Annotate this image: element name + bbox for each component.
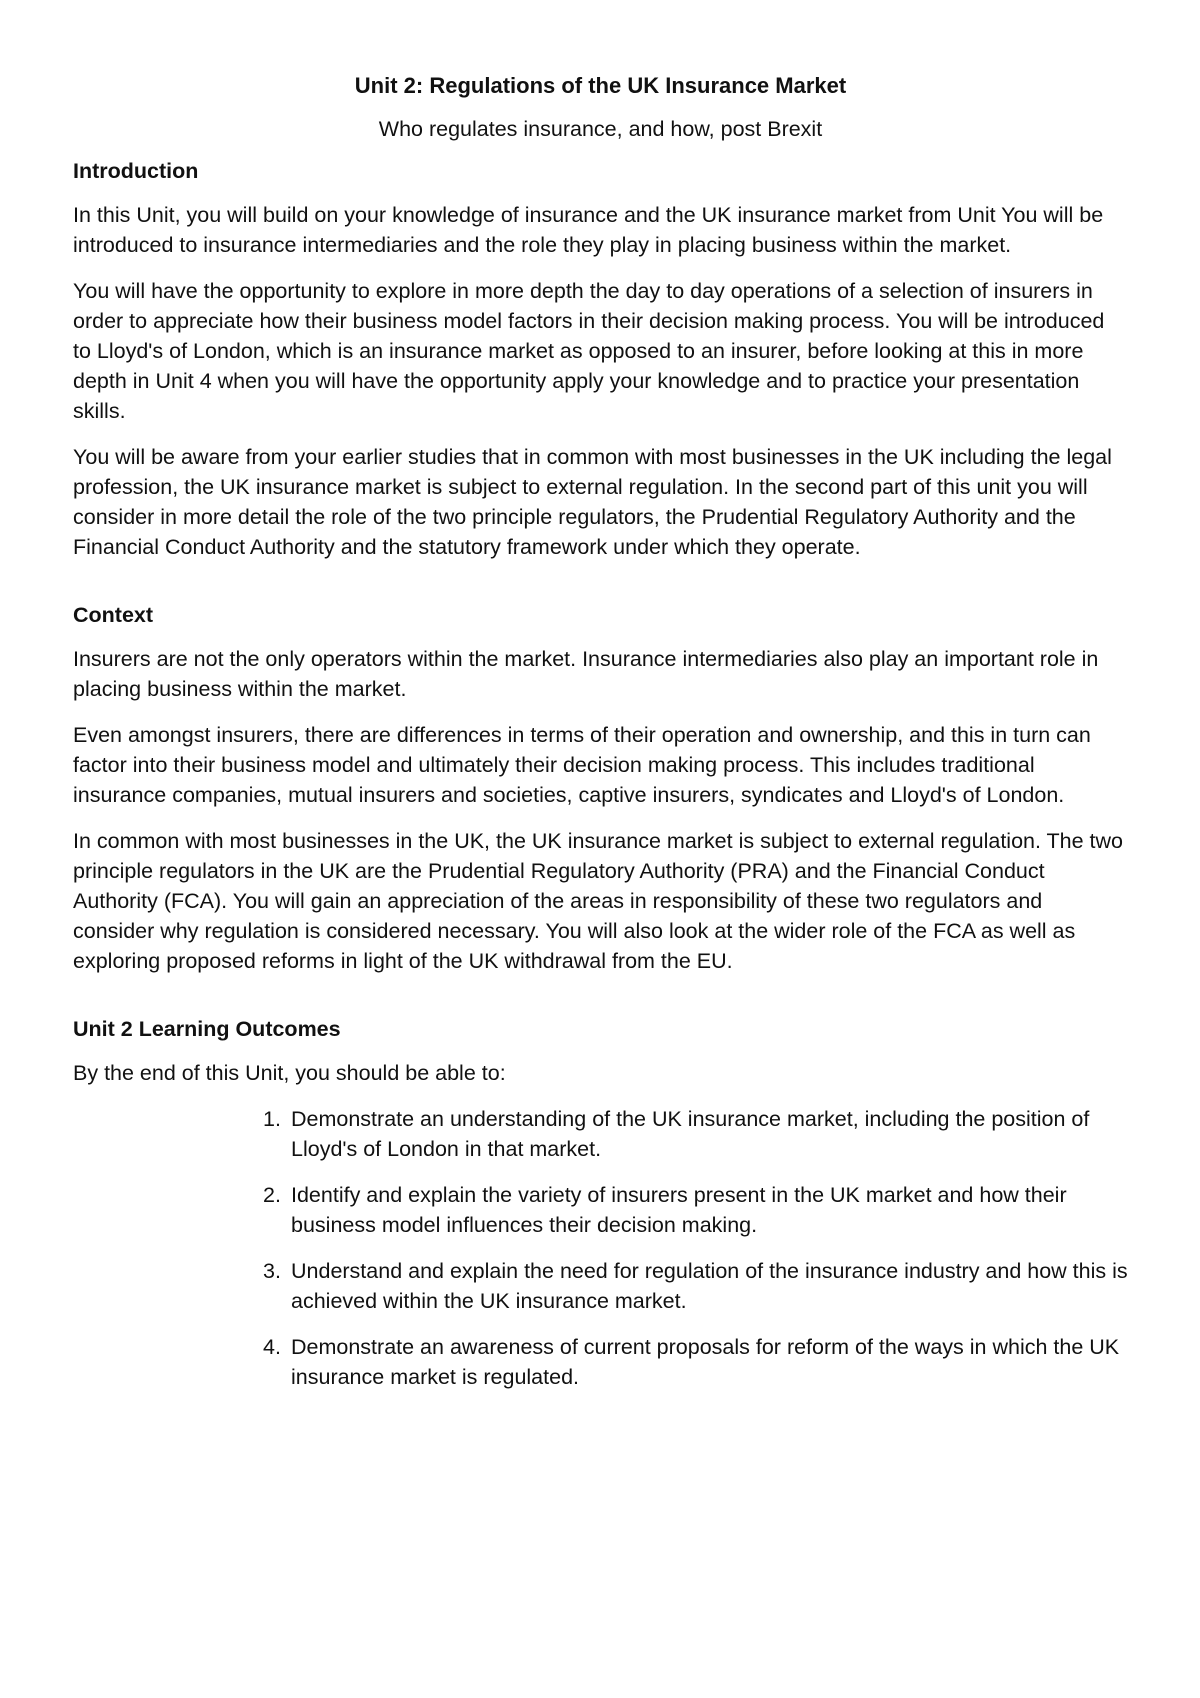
context-heading: Context <box>73 603 154 627</box>
list-item-text: Identify and explain the variety of insurers present in the UK market and how their business model influences their decision making. <box>291 1183 1067 1237</box>
learning-outcomes-heading: Unit 2 Learning Outcomes <box>73 1017 341 1041</box>
list-item <box>263 1256 1128 1316</box>
list-item-text: Demonstrate an awareness of current proposals for reform of the ways in which the UK insurance market is regulated. <box>291 1335 1120 1389</box>
context-section <box>73 600 1128 976</box>
introduction-paragraph: You will be aware from your earlier studies that in common with most businesses in the UK including the legal profession, the UK insurance market is subject to external regulation. In the second part of this unit you will consider in more detail the role of the two principle regulators, the Prudential Regulatory Authority and the Financial Conduct Authority and the statutory framework under which they operate. <box>73 445 1112 559</box>
introduction-section <box>73 156 1128 562</box>
context-paragraph: Even amongst insurers, there are differences in terms of their operation and ownership, and this in turn can factor into their business model and ultimately their decision making process. This includes traditional insurance companies, mutual insurers and societies, captive insurers, syndicates and Lloyd's of London. <box>73 723 1091 807</box>
list-item-number: 1. <box>263 1107 281 1131</box>
learning-outcomes-intro: By the end of this Unit, you should be able to: <box>73 1061 506 1085</box>
list-item-number: 3. <box>263 1259 281 1283</box>
introduction-heading: Introduction <box>73 159 199 183</box>
list-item-text: Demonstrate an understanding of the UK insurance market, including the position of Lloyd's of London in that market. <box>291 1107 1090 1161</box>
learning-outcomes-list <box>73 1104 1128 1392</box>
list-item <box>263 1180 1128 1240</box>
introduction-paragraph: In this Unit, you will build on your knowledge of insurance and the UK insurance market from Unit You will be introduced to insurance intermediaries and the role they play in placing business within the market. <box>73 203 1104 257</box>
list-item <box>263 1104 1128 1164</box>
list-item-text: Understand and explain the need for regulation of the insurance industry and how this is achieved within the UK insurance market. <box>291 1259 1128 1313</box>
document-subtitle: Who regulates insurance, and how, post Brexit <box>378 117 823 141</box>
list-item <box>263 1332 1128 1392</box>
context-paragraph: Insurers are not the only operators within the market. Insurance intermediaries also play an important role in placing business within the market. <box>73 647 1099 701</box>
context-paragraph: In common with most businesses in the UK, the UK insurance market is subject to external regulation. The two principle regulators in the UK are the Prudential Regulatory Authority (PRA) and the Financial Conduct Authority (FCA). You will gain an appreciation of the areas in responsibility of these two regulators and consider why regulation is considered necessary. You will also look at the wider role of the FCA as well as exploring proposed reforms in light of the UK withdrawal from the EU. <box>73 829 1124 973</box>
list-item-number: 4. <box>263 1335 281 1359</box>
introduction-paragraph: You will have the opportunity to explore in more depth the day to day operations of a selection of insurers in order to appreciate how their business model factors in their decision making process. You will be introduced to Lloyd's of London, which is an insurance market as opposed to an insurer, before looking at this in more depth in Unit 4 when you will have the opportunity apply your knowledge and to practice your presentation skills. <box>73 279 1105 423</box>
learning-outcomes-section <box>73 1014 1128 1392</box>
document-title: Unit 2: Regulations of the UK Insurance Market <box>354 73 847 98</box>
list-item-number: 2. <box>263 1183 281 1207</box>
